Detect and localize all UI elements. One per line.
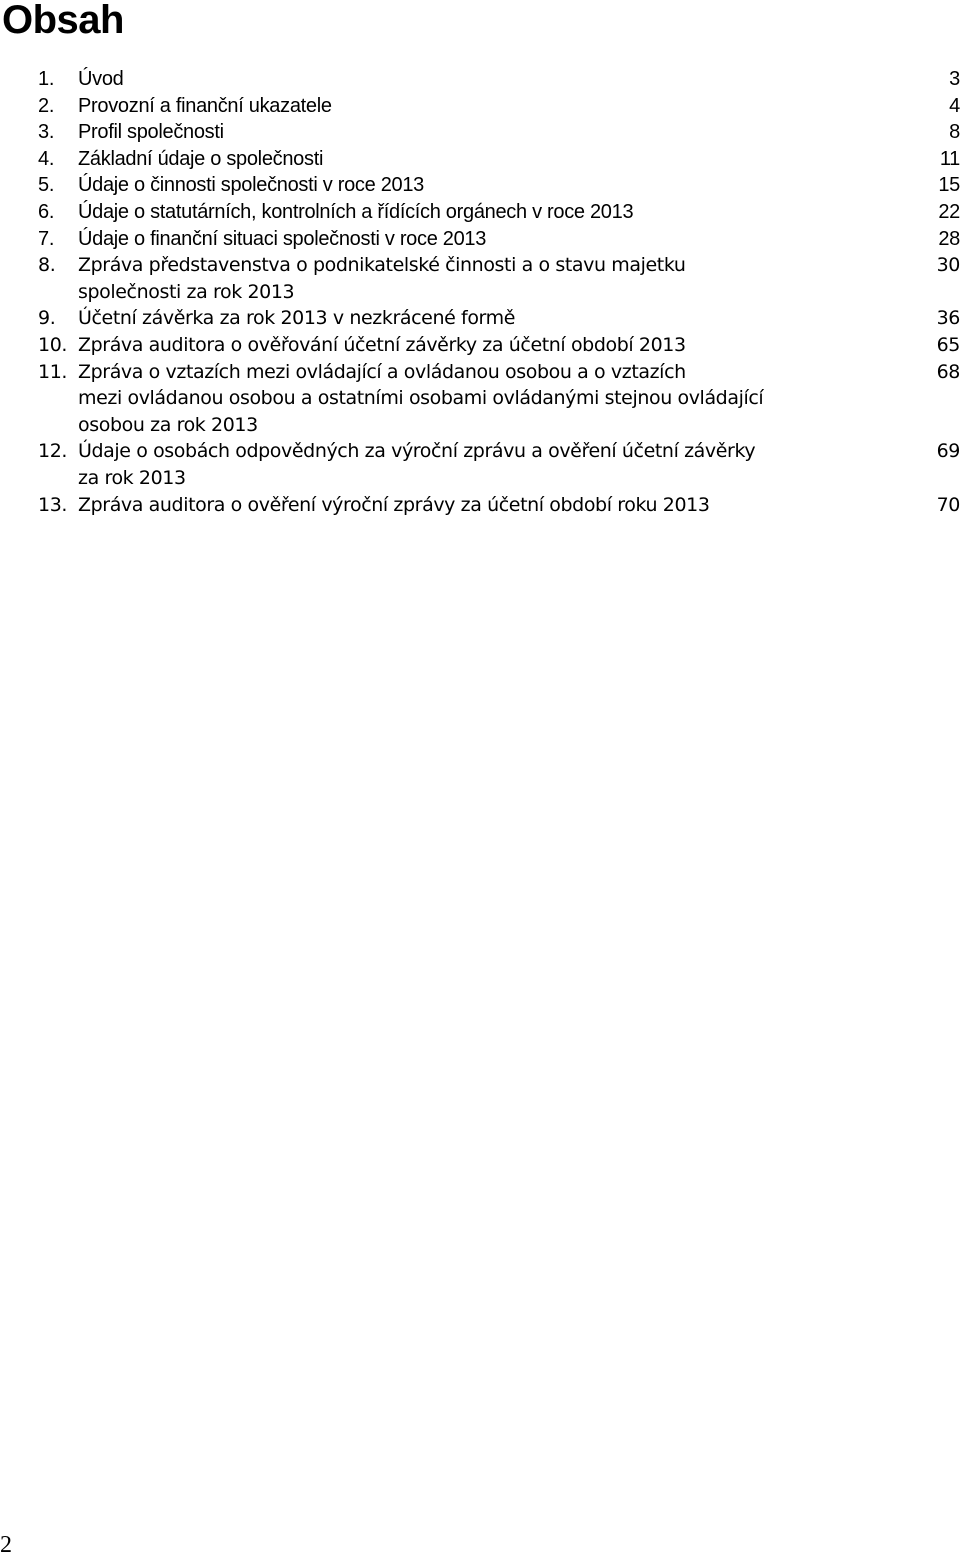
toc-item-title: Údaje o statutárních, kontrolních a řídících orgánech v roce 2013 [78,200,634,223]
toc-item[interactable] [0,226,960,253]
toc-item-number: 8. [38,254,56,277]
toc-item-number: 5. [38,174,55,197]
toc-item-number: 3. [38,121,55,144]
toc-item-page: 68 [936,360,960,383]
toc-item-page: 22 [938,200,960,223]
toc-item-number: 4. [38,147,55,170]
toc-item-title: Údaje o činnosti společnosti v roce 2013 [78,174,424,197]
toc-item-page: 11 [939,147,960,170]
toc-item-title: Zpráva představenstva o podnikatelské činnosti a o stavu majetku společnosti za rok 2013 [78,254,686,303]
toc-item-number: 10. [38,333,68,356]
toc-item[interactable] [0,305,960,332]
toc-item-page: 70 [936,493,960,516]
toc-item-title: Základní údaje o společnosti [78,147,324,170]
toc-item[interactable] [0,438,960,491]
toc-item-title: Účetní závěrka za rok 2013 v nezkrácené formě [78,307,516,330]
toc-item-title: Zpráva o vztazích mezi ovládající a ovládanou osobou a o vztazích mezi ovládanou osobou a ostatními osobami ovládanými stejnou ovládající osobou za rok 2013 [78,360,764,436]
toc-item-title: Zpráva auditora o ověřování účetní závěrky za účetní období 2013 [78,333,686,356]
toc-item-number: 2. [38,94,55,117]
toc-item-number: 11. [38,360,68,383]
toc-item-title: Profil společnosti [78,121,224,144]
toc-item-page: 28 [938,227,960,250]
toc-item-page: 15 [938,174,960,197]
toc-item[interactable] [0,119,960,146]
toc-item-page: 30 [936,254,960,277]
toc-item[interactable] [0,66,960,93]
toc-item-number: 9. [38,307,56,330]
toc-item[interactable] [0,146,960,173]
toc-item[interactable] [0,359,960,439]
toc-item[interactable] [0,332,960,359]
toc-item-title: Údaje o osobách odpovědných za výroční zprávu a ověření účetní závěrky za rok 2013 [78,440,756,489]
toc-item-number: 6. [38,200,55,223]
toc-item-page: 4 [949,94,960,117]
toc-item-page: 8 [949,121,960,144]
toc-item-title: Zpráva auditora o ověření výroční zprávy za účetní období roku 2013 [78,493,710,516]
toc-item[interactable] [0,252,960,305]
footer-page-number: 2 [0,1532,12,1558]
toc-item-number: 7. [38,227,55,250]
toc-item-page: 69 [936,440,960,463]
toc-item-title: Úvod [78,68,124,90]
toc-item-title: Údaje o finanční situaci společnosti v roce 2013 [78,227,487,250]
toc-item-page: 65 [936,333,960,356]
toc-item-number: 1. [38,68,55,90]
table-of-contents [0,66,960,518]
toc-item-page: 36 [936,307,960,330]
toc-item-page: 3 [949,68,960,90]
page-title: Obsah [2,0,124,42]
toc-item[interactable] [0,93,960,120]
toc-item[interactable] [0,172,960,199]
toc-item-title: Provozní a finanční ukazatele [78,94,332,117]
toc-item[interactable] [0,492,960,519]
toc-item-number: 13. [38,493,68,516]
toc-item[interactable] [0,199,960,226]
toc-item-number: 12. [38,440,68,463]
